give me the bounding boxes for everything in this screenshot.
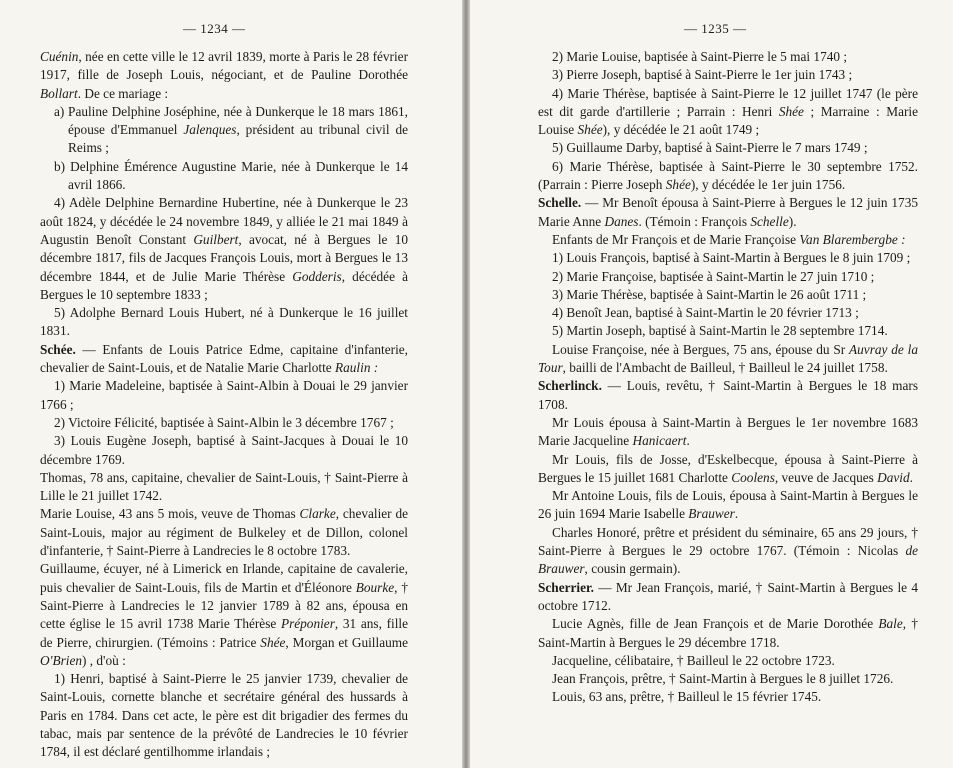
paragraph	[538, 487, 918, 524]
text-run: , 31 ans, fille de Pierre, chirurgien. (Témoins : Patrice	[40, 616, 408, 650]
text-run: 5) Guillaume Darby, baptisé à Saint-Pierre le 7 mars 1749 ;	[552, 140, 868, 156]
italic-name: Van Blarembergbe :	[799, 231, 906, 247]
italic-name: Bale	[878, 616, 903, 632]
paragraph	[538, 268, 918, 286]
paragraph	[538, 652, 918, 670]
text-run: Guillaume, écuyer, né à Limerick en Irlande, capitaine de cavalerie, puis chevalier de Saint-Louis, fils de Martin et d'Éléonore	[40, 561, 408, 595]
text-run: ), y décédée le 1er juin 1756.	[690, 177, 846, 193]
text-run: — Enfants de Louis Patrice Edme, capitaine d'infanterie, chevalier de Saint-Louis, et de Natalie Marie Charlotte	[40, 341, 408, 376]
text-run: , Morgan et Guillaume	[285, 634, 408, 650]
page-text	[40, 48, 408, 762]
text-run: 3) Marie Thérèse, baptisée à Saint-Martin le 26 août 1711 ;	[552, 286, 867, 302]
page-number: — 1235 —	[684, 21, 747, 36]
paragraph	[538, 322, 918, 340]
text-run: Thomas, 78 ans, capitaine, chevalier de Saint-Louis, † Saint-Pierre à Lille le 21 juillet 1742.	[40, 469, 408, 504]
paragraph	[40, 377, 408, 414]
italic-name: Brauwer	[688, 506, 735, 522]
paragraph	[538, 286, 918, 304]
text-run: 2) Victoire Félicité, baptisée à Saint-Albin le 3 décembre 1767 ;	[54, 414, 394, 430]
text-run: 1) Henri, baptisé à Saint-Pierre le 25 janvier 1739, chevalier de Saint-Louis, cornette blanche et secrétaire général des hussards à Paris en 1784. Dans cet acte, le père est dit brigadier des fermes du tabac, mais par sentence de la prévôté de Landrecies le 10 février 1784, il est déclaré gentilhomme irlandais ;	[40, 671, 408, 760]
text-run: Mr Louis épousa à Saint-Martin à Bergues le 1er novembre 1683 Marie Jacqueline	[538, 414, 918, 449]
italic-name: Schelle	[750, 213, 789, 229]
paragraph	[40, 432, 408, 469]
paragraph	[538, 670, 918, 688]
text-run: Marie Louise, 43 ans 5 mois, veuve de Thomas	[40, 506, 300, 522]
text-run: ) , d'où :	[82, 652, 126, 668]
text-run: 1) Louis François, baptisé à Saint-Martin à Bergues le 8 juin 1709 ;	[552, 250, 911, 266]
book-gutter	[462, 0, 470, 768]
paragraph	[40, 194, 408, 304]
text-run: .	[734, 506, 739, 522]
italic-name: de Brauwer	[538, 543, 918, 577]
page-text	[538, 48, 918, 707]
italic-name: Raulin :	[335, 360, 379, 376]
paragraph	[40, 505, 408, 560]
left-page	[0, 0, 462, 768]
text-run: ; Marraine : Marie Louise	[538, 103, 918, 138]
italic-name: Danes	[604, 213, 639, 229]
paragraph	[538, 688, 918, 706]
italic-name: Jalenques	[183, 122, 237, 138]
family-heading: Schelle.	[538, 195, 582, 211]
italic-name: Cuénin	[40, 49, 79, 64]
text-run: , avocat, né à Bergues le 10 décembre 1817, fils de Jacques François Louis, mort à Bergues le 13 décembre 1844, et de Julie Marie Thérèse	[40, 231, 409, 284]
text-run: , † Saint-Martin à Bergues le 29 décembre 1718.	[538, 616, 919, 650]
text-run: , veuve de Jacques	[774, 469, 878, 485]
paragraph	[40, 414, 408, 432]
text-run: Jacqueline, célibataire, † Bailleul le 22 octobre 1723.	[552, 652, 835, 668]
text-run: a) Pauline Delphine Joséphine, née à Dunkerque le 18 mars 1861, épouse d'Emmanuel	[54, 103, 408, 138]
paragraph	[538, 194, 918, 231]
italic-name: Coolens	[731, 469, 775, 485]
text-run: 2) Marie Françoise, baptisée à Saint-Martin le 27 juin 1710 ;	[552, 268, 875, 284]
text-run: , chevalier de Saint-Louis, major au régiment de Bulkeley et de Dillon, colonel d'infanterie, † Saint-Pierre à Landrecies le 8 octobre 1783.	[40, 506, 408, 559]
italic-name: O'Brien	[40, 652, 82, 668]
italic-name: Shée	[260, 634, 286, 650]
text-run: Mr Louis, fils de Josse, d'Eskelbecque, épousa à Saint-Pierre à Bergues le 15 juillet 1681 Charlotte	[538, 451, 918, 485]
text-run: ).	[788, 213, 797, 229]
text-run: , née en cette ville le 12 avril 1839, morte à Paris le 28 février 1917, fille de Joseph Louis, négociant, et de Pauline Dorothée	[40, 49, 408, 83]
paragraph	[40, 341, 408, 378]
text-run: Jean François, prêtre, † Saint-Martin à Bergues le 8 juillet 1726.	[552, 671, 894, 687]
text-run: b) Delphine Émérence Augustine Marie, née à Dunkerque le 14 avril 1866.	[54, 158, 408, 193]
paragraph	[538, 139, 918, 157]
text-run: Louise Françoise, née à Bergues, 75 ans, épouse du Sr	[552, 341, 850, 357]
paragraph	[538, 158, 918, 195]
text-run: Lucie Agnès, fille de Jean François et de Marie Dorothée	[552, 616, 879, 632]
paragraph	[40, 670, 408, 761]
paragraph	[40, 103, 408, 158]
page-number: — 1234 —	[183, 21, 246, 36]
paragraph	[538, 377, 918, 414]
text-run: Enfants de Mr François et de Marie Françoise	[552, 231, 800, 247]
family-heading: Schée.	[40, 341, 76, 357]
right-page	[470, 0, 953, 768]
paragraph	[538, 615, 918, 652]
text-run: 4) Marie Thérèse, baptisée à Saint-Pierre le 12 juillet 1747 (le père est dit garde d'artillerie ; Parrain : Henri	[538, 85, 918, 119]
text-run: 4) Adèle Delphine Bernardine Hubertine, née à Dunkerque le 23 août 1824, y décédée le 24 novembre 1849, y alliée le 21 mai 1849 à Augustin Benoît Constant	[40, 195, 408, 247]
text-run: — Louis, revêtu, † Saint-Martin à Bergues le 18 mars 1708.	[538, 378, 918, 412]
paragraph	[40, 158, 408, 195]
italic-name: Clarke	[299, 506, 336, 522]
family-heading: Scherlinck.	[538, 378, 602, 394]
text-run: — Mr Benoît épousa à Saint-Pierre à Bergues le 12 juin 1735 Marie Anne	[538, 195, 918, 229]
paragraph	[40, 48, 408, 103]
paragraph	[538, 579, 918, 616]
italic-name: Auvray de la Tour	[538, 341, 918, 376]
paragraph	[40, 304, 408, 341]
paragraph	[538, 85, 918, 140]
text-run: Charles Honoré, prêtre et président du séminaire, 65 ans 29 jours, † Saint-Pierre à Bergues le 29 octobre 1767. (Témoin : Nicolas	[538, 524, 918, 559]
paragraph	[538, 524, 918, 579]
text-run: . (Témoin : François	[638, 213, 751, 229]
paragraph	[538, 48, 918, 66]
paragraph	[538, 341, 918, 378]
text-run: , cousin germain).	[584, 561, 681, 577]
text-run: . De ce mariage :	[77, 85, 169, 101]
text-run: 3) Pierre Joseph, baptisé à Saint-Pierre le 1er juin 1743 ;	[552, 67, 853, 83]
text-run: Mr Antoine Louis, fils de Louis, épousa à Saint-Martin à Bergues le 26 juin 1694 Marie Isabelle	[538, 488, 918, 522]
paragraph	[40, 469, 408, 506]
text-run: Louis, 63 ans, prêtre, † Bailleul le 15 février 1745.	[552, 689, 822, 705]
italic-name: Hanicaert	[632, 433, 687, 449]
text-run: 2) Marie Louise, baptisée à Saint-Pierre le 5 mai 1740 ;	[552, 49, 848, 64]
paragraph	[538, 451, 918, 488]
paragraph	[538, 414, 918, 451]
text-run: , † Saint-Pierre à Landrecies le 12 janvier 1789 à 82 ans, épousa en cette église le 15 avril 1738 Marie Thérèse	[40, 579, 408, 632]
text-run: .	[686, 433, 690, 449]
italic-name: Shée	[778, 103, 804, 119]
italic-name: Préponier	[280, 616, 335, 632]
italic-name: Bollart	[40, 85, 78, 101]
text-run: .	[909, 469, 913, 485]
text-run: 6) Marie Thérèse, baptisée à Saint-Pierre le 30 septembre 1752. (Parrain : Pierre Joseph	[538, 158, 918, 193]
text-run: , président au tribunal civil de Reims ;	[68, 122, 408, 156]
family-heading: Scherrier.	[538, 579, 594, 595]
text-run: , bailli de l'Ambacht de Bailleul, † Bailleul le 24 juillet 1758.	[562, 360, 888, 376]
text-run: 5) Adolphe Bernard Louis Hubert, né à Dunkerque le 16 juillet 1831.	[40, 305, 408, 339]
paragraph	[538, 249, 918, 267]
italic-name: Bourke	[355, 579, 395, 595]
italic-name: David	[877, 469, 910, 485]
text-run: ), y décédée le 21 août 1749 ;	[602, 122, 760, 138]
paragraph	[40, 560, 408, 670]
text-run: , décédée à Bergues le 10 septembre 1833 ;	[40, 268, 408, 302]
paragraph	[538, 304, 918, 322]
text-run: 4) Benoît Jean, baptisé à Saint-Martin le 20 février 1713 ;	[552, 305, 859, 321]
italic-name: Guilbert	[193, 231, 239, 247]
paragraph	[538, 231, 918, 249]
text-run: 1) Marie Madeleine, baptisée à Saint-Albin à Douai le 29 janvier 1766 ;	[40, 378, 408, 412]
italic-name: Godderis	[292, 268, 342, 284]
text-run: 5) Martin Joseph, baptisé à Saint-Martin le 28 septembre 1714.	[552, 323, 888, 339]
italic-name: Shée	[665, 177, 691, 193]
text-run: 3) Louis Eugène Joseph, baptisé à Saint-Jacques à Douai le 10 décembre 1769.	[40, 433, 408, 467]
text-run: — Mr Jean François, marié, † Saint-Martin à Bergues le 4 octobre 1712.	[538, 579, 918, 613]
paragraph	[538, 66, 918, 84]
italic-name: Shée	[577, 122, 603, 138]
